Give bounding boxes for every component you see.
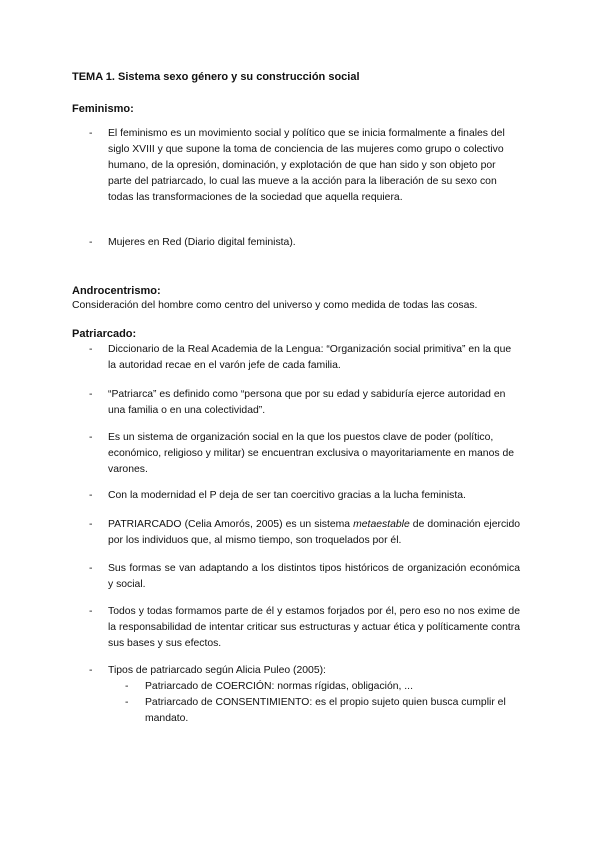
bullet-dash: - [125,697,129,708]
patriarcado-item-7-text: Tipos de patriarcado según Alicia Puleo (2005): [108,665,326,676]
patriarcado-item-5-text: Sus formas se van adaptando a los distintos tipos históricos de organización económica y social. [108,563,520,590]
patriarcado-item-amoros-text [108,517,520,549]
bullet-dash: - [89,344,93,355]
bullet-dash: - [89,432,93,443]
bullet-dash: - [89,606,93,617]
patriarcado-heading: Patriarcado: [72,328,137,340]
bullet-dash: - [89,519,93,530]
androcentrismo-definition: Consideración del hombre como centro del universo y como medida de todas las cosas. [72,300,478,311]
bullet-dash: - [125,681,129,692]
bullet-dash: - [89,389,93,400]
amoros-text-before: PATRIARCADO (Celia Amorós, 2005) es un sistema [108,519,354,530]
bullet-dash: - [89,563,93,574]
bullet-dash: - [89,665,93,676]
amoros-text-emphasis: metaestable [353,519,410,530]
patriarcado-item-4-text: Con la modernidad el P deja de ser tan coercitivo gracias a la lucha feminista. [108,490,466,501]
feminismo-heading: Feminismo: [72,103,134,115]
bullet-dash: - [89,237,93,248]
bullet-dash: - [89,128,93,139]
patriarcado-item-1-text: Diccionario de la Real Academia de la Lengua: “Organización social primitiva” en la que la autoridad recae en el varón jefe de cada familia. [108,344,512,371]
page-title: TEMA 1. Sistema sexo género y su construcción social [72,71,360,83]
patriarcado-subtype-1-text: Patriarcado de COERCIÓN: normas rígidas, obligación, ... [145,681,413,692]
patriarcado-subtype-2-text: Patriarcado de CONSENTIMIENTO: es el propio sujeto quien busca cumplir el mandato. [145,697,506,724]
amoros-text-after: de dominación ejercido por los individuos que, al mismo tiempo, son troquelados por él. [108,519,521,546]
bullet-dash: - [89,490,93,501]
feminismo-item-2-text: Mujeres en Red (Diario digital feminista). [108,237,296,248]
androcentrismo-heading: Androcentrismo: [72,285,161,297]
feminismo-item-1-text: El feminismo es un movimiento social y político que se inicia formalmente a finales del siglo XVIII y que supone la toma de conciencia de las mujeres como grupo o colectivo humano, de la opresión, dominación, y explotación de que han sido y son objeto por parte del patriarcado, lo cual las mueve a la acción para la liberación de su sexo con todas las transformaciones de la sociedad que aquella requiera. [108,128,505,203]
patriarcado-item-6-text: Todos y todas formamos parte de él y estamos forjados por él, pero eso no nos exime de la responsabilidad de intentar criticar sus estructuras y actuar ética y políticamente contra sus bases y sus efectos. [108,606,520,649]
patriarcado-item-2-text: “Patriarca” es definido como “persona que por su edad y sabiduría ejerce autoridad en una familia o en una colectividad”. [108,389,506,416]
patriarcado-item-3-text: Es un sistema de organización social en la que los puestos clave de poder (político, económico, religioso y militar) se encuentran exclusiva o mayoritariamente en manos de varones. [108,432,515,475]
